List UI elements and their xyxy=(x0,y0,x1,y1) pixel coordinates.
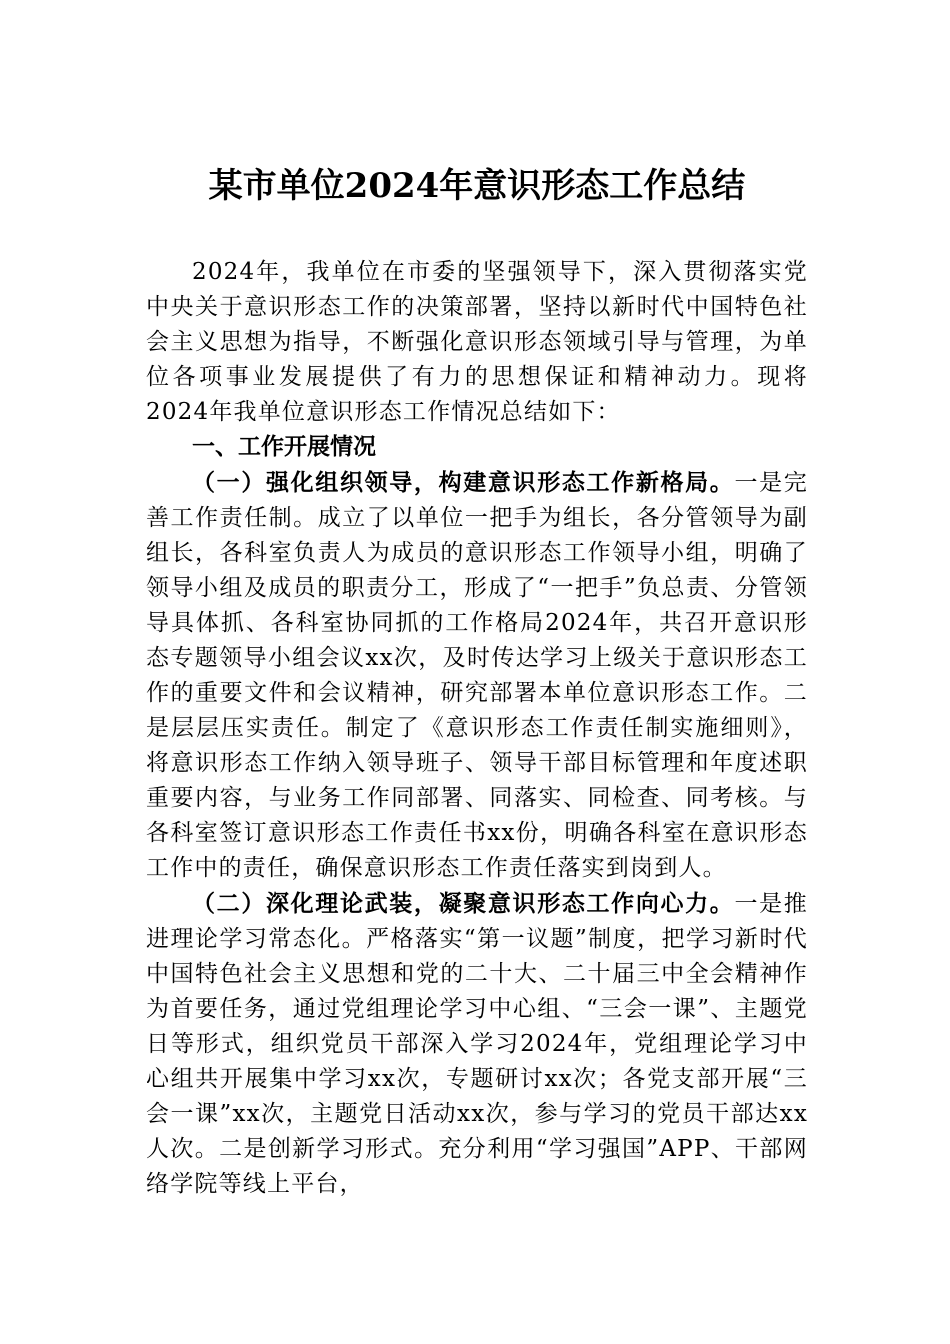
intro-paragraph: 2024年，我单位在市委的坚强领导下，深入贯彻落实党中央关于意识形态工作的决策部署，坚持以新时代中国特色社会主义思想为指导，不断强化意识形态领域引导与管理，为单位各项事业发展提供了有力的思想保证和精神动力。现将2024年我单位意识形态工作情况总结如下： xyxy=(146,259,808,425)
subsection-paragraph-2 xyxy=(146,886,808,1202)
subsection-heading-2: （二）深化理论武装，凝聚意识形态工作向心力。 xyxy=(192,890,735,917)
subsection-body-2: 一是推进理论学习常态化。严格落实“第一议题”制度，把学习新时代中国特色社会主义思想和党的二十大、二十届三中全会精神作为首要任务，通过党组理论学习中心组、“三会一课”、主题党日等形式，组织党员干部深入学习2024年，党组理论学习中心组共开展集中学习xx次，专题研讨xx次；各党支部开展“三会一课”xx次，主题党日活动xx次，参与学习的党员干部达xx人次。二是创新学习形式。充分利用“学习强国”APP、干部网络学院等线上平台， xyxy=(146,891,808,1197)
subsection-heading-1: （一）强化组织领导，构建意识形态工作新格局。 xyxy=(192,469,735,496)
subsection-body-1: 一是完善工作责任制。成立了以单位一把手为组长，各分管领导为副组长，各科室负责人为成员的意识形态工作领导小组，明确了领导小组及成员的职责分工，形成了“一把手”负总责、分管领导具体抓、各科室协同抓的工作格局2024年，共召开意识形态专题领导小组会议xx次，及时传达学习上级关于意识形态工作的重要文件和会议精神，研究部署本单位意识形态工作。二是层层压实责任。制定了《意识形态工作责任制实施细则》，将意识形态工作纳入领导班子、领导干部目标管理和年度述职重要内容，与业务工作同部署、同落实、同检查、同考核。与各科室签订意识形态工作责任书xx份，明确各科室在意识形态工作中的责任，确保意识形态工作责任落实到岗到人。 xyxy=(146,470,808,881)
subsection-paragraph-1 xyxy=(146,465,808,886)
section-heading: 一、工作开展情况 xyxy=(192,434,376,460)
document-title: 某市单位2024年意识形态工作总结 xyxy=(208,166,746,206)
document-body xyxy=(146,255,808,1202)
